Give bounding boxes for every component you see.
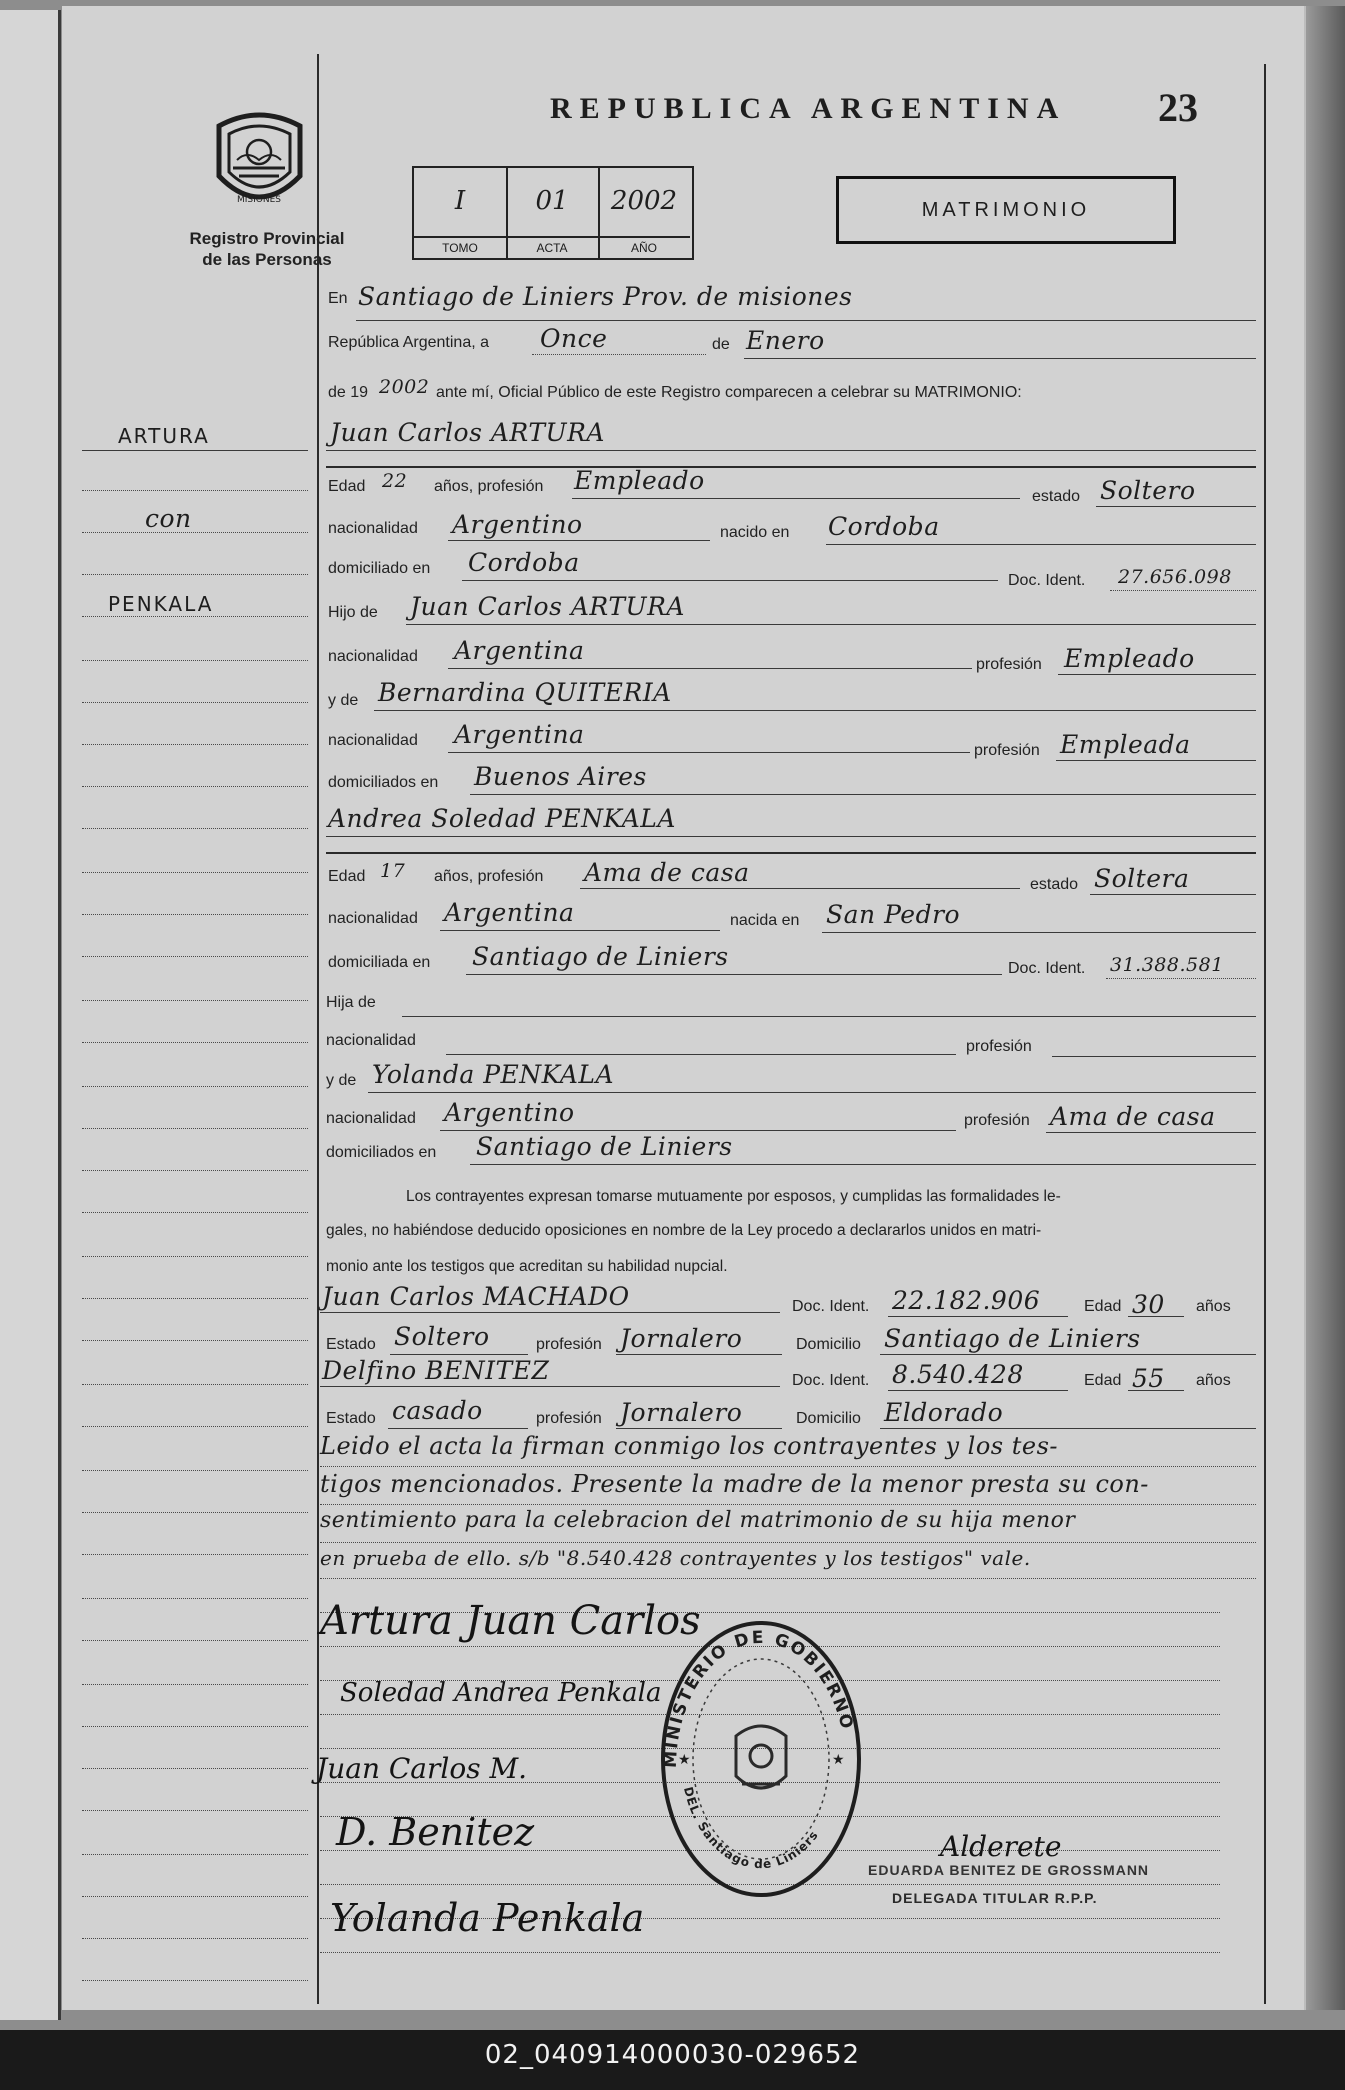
declaration-line-1: Los contrayentes expresan tomarse mutuamente por esposos, y cumplidas las formalidades le-: [406, 1188, 1061, 1205]
groom-yde-label: y de: [328, 692, 359, 709]
bride-mother-prof-label: profesión: [964, 1112, 1030, 1129]
note-line-1: Leido el acta la firman conmigo los contrayentes y los tes-: [320, 1432, 1059, 1460]
svg-text:★: ★: [678, 1751, 691, 1767]
margin-rule: [82, 786, 308, 787]
bride-mother-profession: Ama de casa: [1050, 1102, 1216, 1131]
bride-profession: Ama de casa: [584, 858, 750, 887]
margin-rule: [82, 490, 308, 491]
witness1-prof-line: [616, 1354, 782, 1355]
location-line: [356, 320, 1256, 321]
witness2-profession: Jornalero: [620, 1398, 743, 1427]
margin-rule: [82, 1340, 308, 1341]
margin-rule: [82, 1640, 308, 1641]
margin-rule: [82, 1384, 308, 1385]
margin-rule: [82, 660, 308, 661]
witness2-estado-label: Estado: [326, 1410, 376, 1427]
margin-rule: [82, 1768, 308, 1769]
bride-doc-label: Doc. Ident.: [1008, 960, 1086, 977]
witness2-name: Delfino BENITEZ: [322, 1356, 550, 1385]
margin-rule: [82, 702, 308, 703]
groom-birthplace-line: [826, 544, 1256, 545]
month-de-label: de: [712, 336, 730, 353]
note-line-4: en prueba de ello. s/b "8.540.428 contrayentes y los testigos" vale.: [320, 1546, 1031, 1570]
note-rule-3: [320, 1542, 1256, 1543]
bride-nationality: Argentina: [444, 898, 575, 927]
intro-text: ante mí, Oficial Público de este Registro comparecen a celebrar su MATRIMONIO:: [436, 384, 1022, 401]
bride-domicile-line: [466, 974, 1002, 975]
bride-nat-line: [440, 930, 720, 931]
groom-profession-line: [572, 498, 1020, 499]
note-line-3: sentimiento para la celebracion del matrimonio de su hija menor: [320, 1508, 1076, 1533]
margin-rule: [82, 914, 308, 915]
margin-rule: [82, 956, 308, 957]
groom-nacido-label: nacido en: [720, 524, 790, 541]
witness2-domicile: Eldorado: [884, 1398, 1004, 1427]
witness1-age-line: [1128, 1316, 1184, 1317]
groom-parents-dom-line: [470, 794, 1256, 795]
groom-hijo-label: Hijo de: [328, 604, 378, 621]
provincial-seal-icon: [207, 106, 312, 216]
bride-estado: Soltera: [1094, 864, 1190, 893]
marriage-location: Santiago de Liniers Prov. de misiones: [358, 282, 853, 311]
groom-doc-line: [1110, 590, 1256, 591]
republica-label: República Argentina, a: [328, 334, 489, 351]
bride-yde-label: y de: [326, 1072, 357, 1089]
groom-estado: Soltero: [1100, 476, 1196, 505]
witness2-estado-line: [388, 1428, 528, 1429]
groom-mother-prof-line: [1056, 760, 1256, 761]
margin-rule: [82, 1598, 308, 1599]
bride-doc: 31.388.581: [1110, 954, 1224, 976]
svg-text:DEL. Santiago de Liniers: [681, 1785, 821, 1871]
witness1-anos-label: años: [1196, 1298, 1231, 1315]
stamp-text-top: MINISTERIO DE GOBIERNO: [660, 1627, 858, 1769]
witness2-estado: casado: [392, 1396, 483, 1425]
acta-label: ACTA: [506, 236, 598, 258]
record-type-box: MATRIMONIO: [836, 176, 1176, 244]
ano-cell: [598, 168, 690, 258]
tomo-label: TOMO: [414, 236, 506, 258]
margin-rule: [82, 744, 308, 745]
witness2-name-line: [320, 1386, 780, 1387]
groom-mother-nat-line: [448, 752, 970, 753]
witness1-estado-label: Estado: [326, 1336, 376, 1353]
official-title: DELEGADA TITULAR R.P.P.: [892, 1890, 1098, 1906]
margin-rule: [82, 1854, 308, 1855]
groom-profession: Empleado: [574, 466, 705, 495]
bride-name-line: [326, 836, 1256, 837]
groom-estado-label: estado: [1032, 488, 1081, 505]
note-rule-1: [320, 1466, 1256, 1467]
en-label: En: [328, 290, 348, 307]
bride-mother-line: [368, 1092, 1256, 1093]
witness2-age-line: [1128, 1390, 1184, 1391]
groom-parents-domicile: Buenos Aires: [474, 762, 647, 791]
bride-birthplace: San Pedro: [826, 900, 961, 929]
witness2-doc: 8.540.428: [892, 1360, 1024, 1389]
groom-name-line: [326, 450, 1256, 451]
groom-mother-nationality: Argentina: [454, 720, 585, 749]
svg-text:MINISTERIO DE GOBIERNO: [661, 1628, 857, 1769]
acta-cell: [506, 168, 600, 258]
marriage-year: 2002: [379, 376, 430, 398]
scan-reference-code: 02_040914000030-029652: [484, 2040, 861, 2070]
bride-name: Andrea Soledad PENKALA: [328, 804, 676, 833]
bride-mother-nac-label: nacionalidad: [326, 1110, 416, 1127]
official-seal-stamp-icon: [656, 1618, 866, 1900]
record-number-box: [412, 166, 694, 260]
bride-profession-line: [580, 888, 1020, 889]
groom-age: 22: [382, 470, 408, 492]
signature-witness-2: D. Benitez: [336, 1810, 535, 1854]
groom-mother: Bernardina QUITERIA: [378, 678, 672, 707]
official-name: EDUARDA BENITEZ DE GROSSMANN: [868, 1862, 1150, 1878]
margin-rule: [82, 1042, 308, 1043]
groom-mother-profession: Empleada: [1060, 730, 1191, 759]
margin-rule: [82, 532, 308, 533]
bride-father-prof-line: [1052, 1056, 1256, 1057]
groom-parents-dom-label: domiciliados en: [328, 774, 439, 791]
tomo-cell: [414, 168, 508, 258]
margin-rule: [82, 1086, 308, 1087]
registry-line-2: de las Personas: [202, 250, 332, 269]
witness1-name-line: [320, 1312, 780, 1313]
groom-birthplace: Cordoba: [828, 512, 940, 541]
bride-doc-line: [1106, 978, 1256, 979]
groom-domicile: Cordoba: [468, 548, 580, 577]
margin-connector: con: [145, 504, 192, 533]
bride-anos-label: años, profesión: [434, 868, 544, 885]
margin-rule: [82, 1938, 308, 1939]
margin-rule: [82, 1810, 308, 1811]
margin-rule: [82, 1470, 308, 1471]
note-line-2: tigos mencionados. Presente la madre de la menor presta su con-: [320, 1470, 1149, 1498]
sig-rule-11: [320, 1952, 1220, 1953]
witness1-doc-line: [888, 1316, 1068, 1317]
witness1-age: 30: [1132, 1290, 1165, 1319]
previous-page-edge: [0, 10, 61, 2020]
witness2-dom-line: [880, 1428, 1256, 1429]
margin-rule: [82, 574, 308, 575]
margin-rule: [82, 872, 308, 873]
witness1-doc: 22.182.906: [892, 1286, 1041, 1315]
groom-doc: 27.656.098: [1118, 566, 1232, 588]
witness2-anos-label: años: [1196, 1372, 1231, 1389]
ano-label: AÑO: [598, 236, 690, 258]
margin-rule: [82, 1512, 308, 1513]
groom-father-line: [406, 624, 1256, 625]
bride-father-prof-label: profesión: [966, 1038, 1032, 1055]
signature-groom: Artura Juan Carlos: [320, 1598, 701, 1644]
witness1-dom-line: [880, 1354, 1256, 1355]
ano-value: 2002: [610, 186, 678, 216]
groom-mother-prof-label: profesión: [974, 742, 1040, 759]
margin-surname-1: ARTURA: [118, 424, 210, 448]
bride-dom-label: domiciliada en: [328, 954, 431, 971]
bride-edad-label: Edad: [328, 868, 366, 885]
groom-edad-label: Edad: [328, 478, 366, 495]
groom-father-prof-label: profesión: [976, 656, 1042, 673]
signature-witness-1: Juan Carlos M.: [316, 1752, 528, 1785]
bride-mother-nat-line: [440, 1130, 956, 1131]
margin-rule: [82, 1896, 308, 1897]
margin-rule: [82, 1128, 308, 1129]
margin-rule: [82, 1554, 308, 1555]
bride-birthplace-line: [822, 932, 1256, 933]
bride-mother-prof-line: [1046, 1132, 1256, 1133]
margin-surname-2: PENKALA: [108, 592, 214, 616]
registry-line-1: Registro Provincial: [189, 229, 345, 248]
registry-name: [162, 228, 372, 270]
groom-mother-nac-label: nacionalidad: [328, 732, 418, 749]
groom-anos-label: años, profesión: [434, 478, 544, 495]
bride-estado-label: estado: [1030, 876, 1079, 893]
year-prefix: de 19: [328, 384, 369, 401]
signature-bride: Soledad Andrea Penkala: [340, 1678, 662, 1708]
groom-father-nac-label: nacionalidad: [328, 648, 418, 665]
bride-section-rule: [326, 852, 1256, 854]
margin-rule: [82, 1256, 308, 1257]
witness2-doc-line: [888, 1390, 1068, 1391]
month-line: [744, 358, 1256, 359]
margin-rule: [82, 1212, 308, 1213]
svg-text:★: ★: [832, 1751, 845, 1767]
bride-age: 17: [380, 860, 406, 882]
bride-father-nat-line: [446, 1054, 956, 1055]
groom-nat-line: [448, 540, 710, 541]
bride-parents-dom-label: domiciliados en: [326, 1144, 437, 1161]
bride-parents-dom-line: [470, 1164, 1256, 1165]
witness1-estado-line: [390, 1354, 528, 1355]
groom-father-nationality: Argentina: [454, 636, 585, 665]
emblem-text: MISIONES: [236, 195, 282, 205]
groom-nac-label: nacionalidad: [328, 520, 418, 537]
bride-mother: Yolanda PENKALA: [372, 1060, 615, 1089]
witness2-prof-label: profesión: [536, 1410, 602, 1427]
witness1-name: Juan Carlos MACHADO: [322, 1282, 630, 1311]
groom-father-profession: Empleado: [1064, 644, 1195, 673]
margin-rule: [82, 1684, 308, 1685]
groom-mother-line: [374, 710, 1256, 711]
signature-mother: Yolanda Penkala: [330, 1896, 645, 1940]
stamp-text-bottom: DEL. Santiago de Liniers: [680, 1785, 822, 1872]
margin-rule: [82, 1298, 308, 1299]
marriage-day: Once: [540, 324, 608, 353]
marriage-month: Enero: [746, 326, 825, 355]
witness2-doc-label: Doc. Ident.: [792, 1372, 870, 1389]
margin-rule: [82, 1980, 308, 1981]
witness1-prof-label: profesión: [536, 1336, 602, 1353]
bride-domicile: Santiago de Liniers: [472, 942, 729, 971]
witness1-dom-label: Domicilio: [796, 1336, 861, 1353]
witness2-edad-label: Edad: [1084, 1372, 1122, 1389]
note-rule-4: [320, 1578, 1256, 1579]
groom-dom-label: domiciliado en: [328, 560, 431, 577]
declaration-line-3: monio ante los testigos que acreditan su habilidad nupcial.: [326, 1258, 728, 1275]
witness1-doc-label: Doc. Ident.: [792, 1298, 870, 1315]
margin-rule: [82, 1426, 308, 1427]
declaration-line-2: gales, no habiéndose deducido oposiciones en nombre de la Ley procedo a declararlos unidos en matri-: [326, 1222, 1042, 1239]
day-line: [532, 354, 706, 355]
witness2-dom-label: Domicilio: [796, 1410, 861, 1427]
groom-father-nat-line: [448, 668, 972, 669]
margin-rule: [82, 450, 308, 451]
note-rule-2: [320, 1504, 1256, 1505]
bride-parents-domicile: Santiago de Liniers: [476, 1132, 733, 1161]
groom-father-prof-line: [1058, 674, 1256, 675]
margin-rule: [82, 1726, 308, 1727]
bride-father-nac-label: nacionalidad: [326, 1032, 416, 1049]
groom-domicile-line: [462, 580, 998, 581]
right-border: [1264, 64, 1266, 2004]
bride-mother-nationality: Argentino: [444, 1098, 575, 1127]
acta-value: 01: [535, 186, 569, 216]
witness1-profession: Jornalero: [620, 1324, 743, 1353]
bride-hija-label: Hija de: [326, 994, 376, 1011]
margin-rule: [82, 616, 308, 617]
tomo-value: I: [454, 186, 466, 216]
witness1-estado: Soltero: [394, 1322, 490, 1351]
groom-doc-label: Doc. Ident.: [1008, 572, 1086, 589]
bride-estado-line: [1090, 894, 1256, 895]
bride-nac-label: nacionalidad: [328, 910, 418, 927]
margin-rule: [82, 828, 308, 829]
margin-rule: [82, 1000, 308, 1001]
witness1-domicile: Santiago de Liniers: [884, 1324, 1141, 1353]
signature-official: Alderete: [940, 1830, 1062, 1863]
groom-name: Juan Carlos ARTURA: [330, 418, 605, 447]
binding-shadow: [1306, 6, 1345, 2010]
margin-divider: [317, 54, 319, 2004]
witness2-age: 55: [1132, 1364, 1165, 1393]
groom-father: Juan Carlos ARTURA: [410, 592, 685, 621]
groom-nationality: Argentino: [452, 510, 583, 539]
witness1-edad-label: Edad: [1084, 1298, 1122, 1315]
groom-section-rule: [326, 466, 1256, 468]
groom-estado-line: [1096, 506, 1256, 507]
witness2-prof-line: [616, 1428, 782, 1429]
margin-rule: [82, 1170, 308, 1171]
bride-father-line: [402, 1016, 1256, 1017]
page-number: 23: [1158, 85, 1198, 130]
country-title: REPUBLICA ARGENTINA: [550, 92, 1067, 125]
bride-nacida-label: nacida en: [730, 912, 800, 929]
